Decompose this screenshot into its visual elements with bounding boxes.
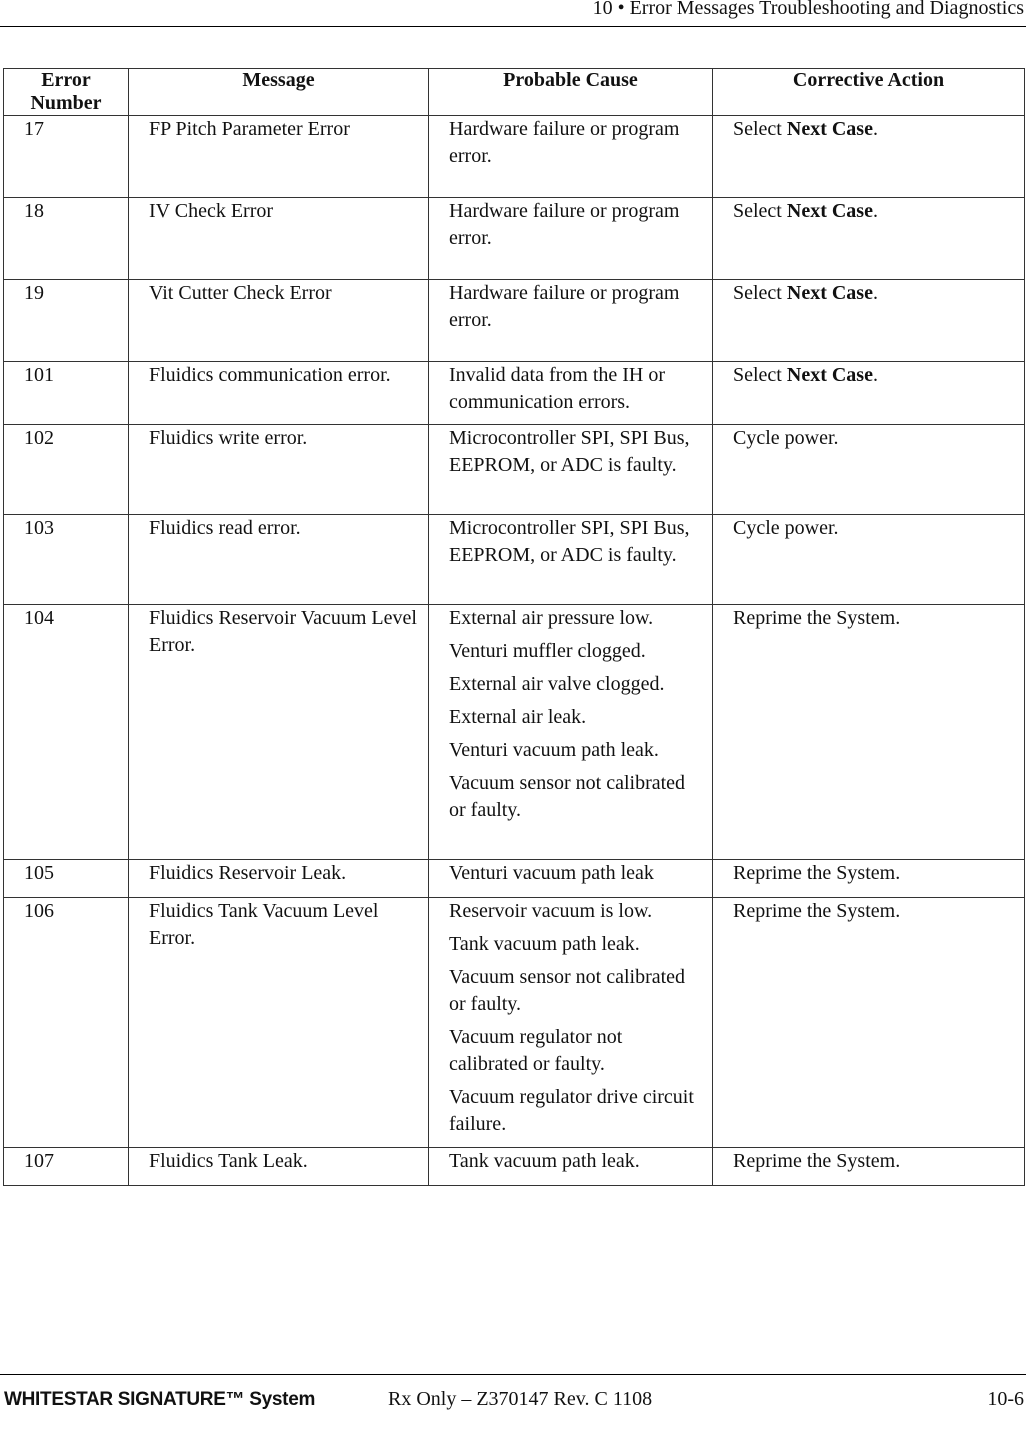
corrective-action-cell (713, 515, 1025, 605)
corrective-action-text: Reprime the System. (733, 862, 901, 884)
error-number-cell: 106 (4, 898, 129, 1148)
error-number-cell: 104 (4, 605, 129, 860)
corrective-action-cell (713, 280, 1025, 362)
column-header-error-number: Error Number (4, 69, 129, 116)
table-row (4, 425, 1025, 515)
header-title: 10 • Error Messages Troubleshooting and Diagnostics (592, 0, 1024, 19)
probable-cause-item: Venturi vacuum path leak (449, 862, 654, 884)
error-number-cell: 105 (4, 860, 129, 898)
probable-cause-item: Venturi vacuum path leak. (449, 739, 659, 761)
corrective-action-suffix: . (872, 282, 878, 304)
table-row (4, 898, 1025, 1148)
corrective-action-cell (713, 605, 1025, 860)
probable-cause-item: Tank vacuum path leak. (449, 933, 640, 955)
corrective-action-cell (713, 1148, 1025, 1186)
corrective-action-cell (713, 860, 1025, 898)
error-messages-table (3, 68, 1025, 1186)
probable-cause-item: Hardware failure or program error. (449, 200, 680, 249)
message-cell: Vit Cutter Check Error (129, 280, 429, 362)
corrective-action-text: Select (733, 282, 787, 304)
probable-cause-item: Invalid data from the IH or communication errors. (449, 364, 666, 413)
table-row (4, 1148, 1025, 1186)
page-header (0, 0, 1026, 27)
corrective-action-text: Select (733, 118, 787, 140)
probable-cause-item: Tank vacuum path leak. (449, 1150, 640, 1172)
probable-cause-cell (429, 515, 713, 605)
corrective-action-cell (713, 116, 1025, 198)
probable-cause-item: Microcontroller SPI, SPI Bus, EEPROM, or ADC is faulty. (449, 427, 690, 476)
corrective-action-emphasis: Next Case (786, 364, 873, 386)
footer-page-number: 10-6 (987, 1388, 1024, 1410)
table-row (4, 362, 1025, 425)
probable-cause-cell (429, 116, 713, 198)
corrective-action-cell (713, 425, 1025, 515)
error-number-cell: 19 (4, 280, 129, 362)
corrective-action-emphasis: Next Case (786, 282, 873, 304)
column-header-corrective-action: Corrective Action (713, 69, 1025, 116)
corrective-action-emphasis: Next Case (786, 200, 873, 222)
message-cell: IV Check Error (129, 198, 429, 280)
message-cell: Fluidics Tank Vacuum Level Error. (129, 898, 429, 1148)
probable-cause-item: Vacuum sensor not calibrated or faulty. (449, 966, 686, 1015)
probable-cause-item: Microcontroller SPI, SPI Bus, EEPROM, or ADC is faulty. (449, 517, 690, 566)
message-cell: Fluidics communication error. (129, 362, 429, 425)
corrective-action-text: Cycle power. (733, 427, 839, 449)
probable-cause-cell (429, 860, 713, 898)
probable-cause-item: Hardware failure or program error. (449, 282, 680, 331)
probable-cause-cell (429, 605, 713, 860)
corrective-action-text: Reprime the System. (733, 607, 901, 629)
corrective-action-text: Cycle power. (733, 517, 839, 539)
error-number-cell: 102 (4, 425, 129, 515)
table-row (4, 515, 1025, 605)
probable-cause-cell (429, 198, 713, 280)
corrective-action-suffix: . (872, 200, 878, 222)
column-header-probable-cause: Probable Cause (429, 69, 713, 116)
corrective-action-text: Select (733, 200, 787, 222)
error-number-cell: 107 (4, 1148, 129, 1186)
probable-cause-cell (429, 1148, 713, 1186)
probable-cause-item: Vacuum regulator not calibrated or faulty. (449, 1026, 623, 1075)
table-row (4, 116, 1025, 198)
probable-cause-item: External air pressure low. (449, 607, 654, 629)
message-cell: Fluidics write error. (129, 425, 429, 515)
table-row (4, 198, 1025, 280)
message-cell: Fluidics Reservoir Vacuum Level Error. (129, 605, 429, 860)
table-row (4, 860, 1025, 898)
probable-cause-cell (429, 280, 713, 362)
message-cell: Fluidics read error. (129, 515, 429, 605)
probable-cause-item: Reservoir vacuum is low. (449, 900, 653, 922)
error-number-cell: 17 (4, 116, 129, 198)
message-cell: Fluidics Tank Leak. (129, 1148, 429, 1186)
corrective-action-text: Select (733, 364, 787, 386)
probable-cause-item: Vacuum sensor not calibrated or faulty. (449, 772, 686, 821)
footer-system-name: WHITESTAR SIGNATURE™ System (4, 1389, 316, 1410)
probable-cause-item: Hardware failure or program error. (449, 118, 680, 167)
message-cell: Fluidics Reservoir Leak. (129, 860, 429, 898)
probable-cause-cell (429, 362, 713, 425)
corrective-action-cell (713, 898, 1025, 1148)
probable-cause-item: External air valve clogged. (449, 673, 665, 695)
corrective-action-cell (713, 198, 1025, 280)
probable-cause-cell (429, 425, 713, 515)
corrective-action-text: Reprime the System. (733, 1150, 901, 1172)
table-row (4, 280, 1025, 362)
error-number-cell: 101 (4, 362, 129, 425)
corrective-action-cell (713, 362, 1025, 425)
probable-cause-item: External air leak. (449, 706, 587, 728)
message-cell: FP Pitch Parameter Error (129, 116, 429, 198)
corrective-action-text: Reprime the System. (733, 900, 901, 922)
error-number-cell: 103 (4, 515, 129, 605)
probable-cause-item: Vacuum regulator drive circuit failure. (449, 1086, 694, 1135)
column-header-message: Message (129, 69, 429, 116)
table-row (4, 605, 1025, 860)
corrective-action-suffix: . (872, 118, 878, 140)
corrective-action-emphasis: Next Case (786, 118, 873, 140)
probable-cause-item: Venturi muffler clogged. (449, 640, 646, 662)
error-number-cell: 18 (4, 198, 129, 280)
page-footer (0, 1374, 1026, 1443)
footer-document-id: Rx Only – Z370147 Rev. C 1108 (388, 1388, 653, 1410)
corrective-action-suffix: . (872, 364, 878, 386)
probable-cause-cell (429, 898, 713, 1148)
table-header-row (4, 69, 1025, 116)
